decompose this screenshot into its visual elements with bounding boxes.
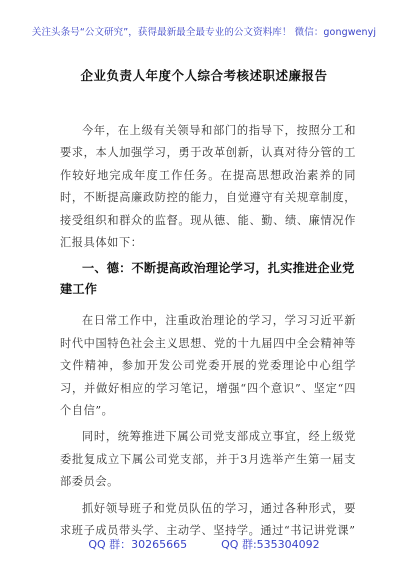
body-paragraph-leadership: 抓好领导班子和党员队伍的学习，通过各种形式，要求班子成员带头学、主动学、坚持学。通过“书记讲党课” bbox=[60, 501, 356, 538]
footer-qq-group-2: QQ 群:535304092 bbox=[221, 538, 320, 551]
document-body bbox=[60, 120, 356, 545]
section-heading: 一、德：不断提高政治理论学习，扎实推进企业党建工作 bbox=[60, 261, 355, 297]
document-title: 企业负责人年度个人综合考核述职述廉报告 bbox=[80, 68, 328, 83]
body-paragraph-study: 在日常工作中，注重政治理论的学习，学习习近平新时代中国特色社会主义思想、党的十九届四中全会精神等文件精神，参加开发公司党委开展的党委理论中心组学习，并做好相应的学习笔记，增强“四个意识”、坚定“四个自信”。 bbox=[60, 314, 356, 418]
body-paragraph-branch: 同时，统筹推进下属公司党支部成立事宜，经上级党委批复成立下属公司党支部，并于3月选举产生第一届支部委员会。 bbox=[60, 430, 356, 489]
intro-paragraph: 今年，在上级有关领导和部门的指导下，按照分工和要求，本人加强学习，勇于改革创新，认真对待分管的工作较好地完成年度工作任务。在提高思想政治素养的同时，不断提高廉政防控的能力，自觉遵守有关规章制度，接受组织和群众的监督。现从德、能、勤、绩、廉情况作汇报具体如下： bbox=[60, 124, 356, 250]
footer-qq-group-1: QQ 群：30265665 bbox=[88, 538, 188, 551]
footer-banner bbox=[0, 536, 408, 552]
top-banner: 关注头条号“公文研究”，获得最新最全最专业的公文资料库！ 微信：gongwenyj bbox=[31, 27, 377, 38]
